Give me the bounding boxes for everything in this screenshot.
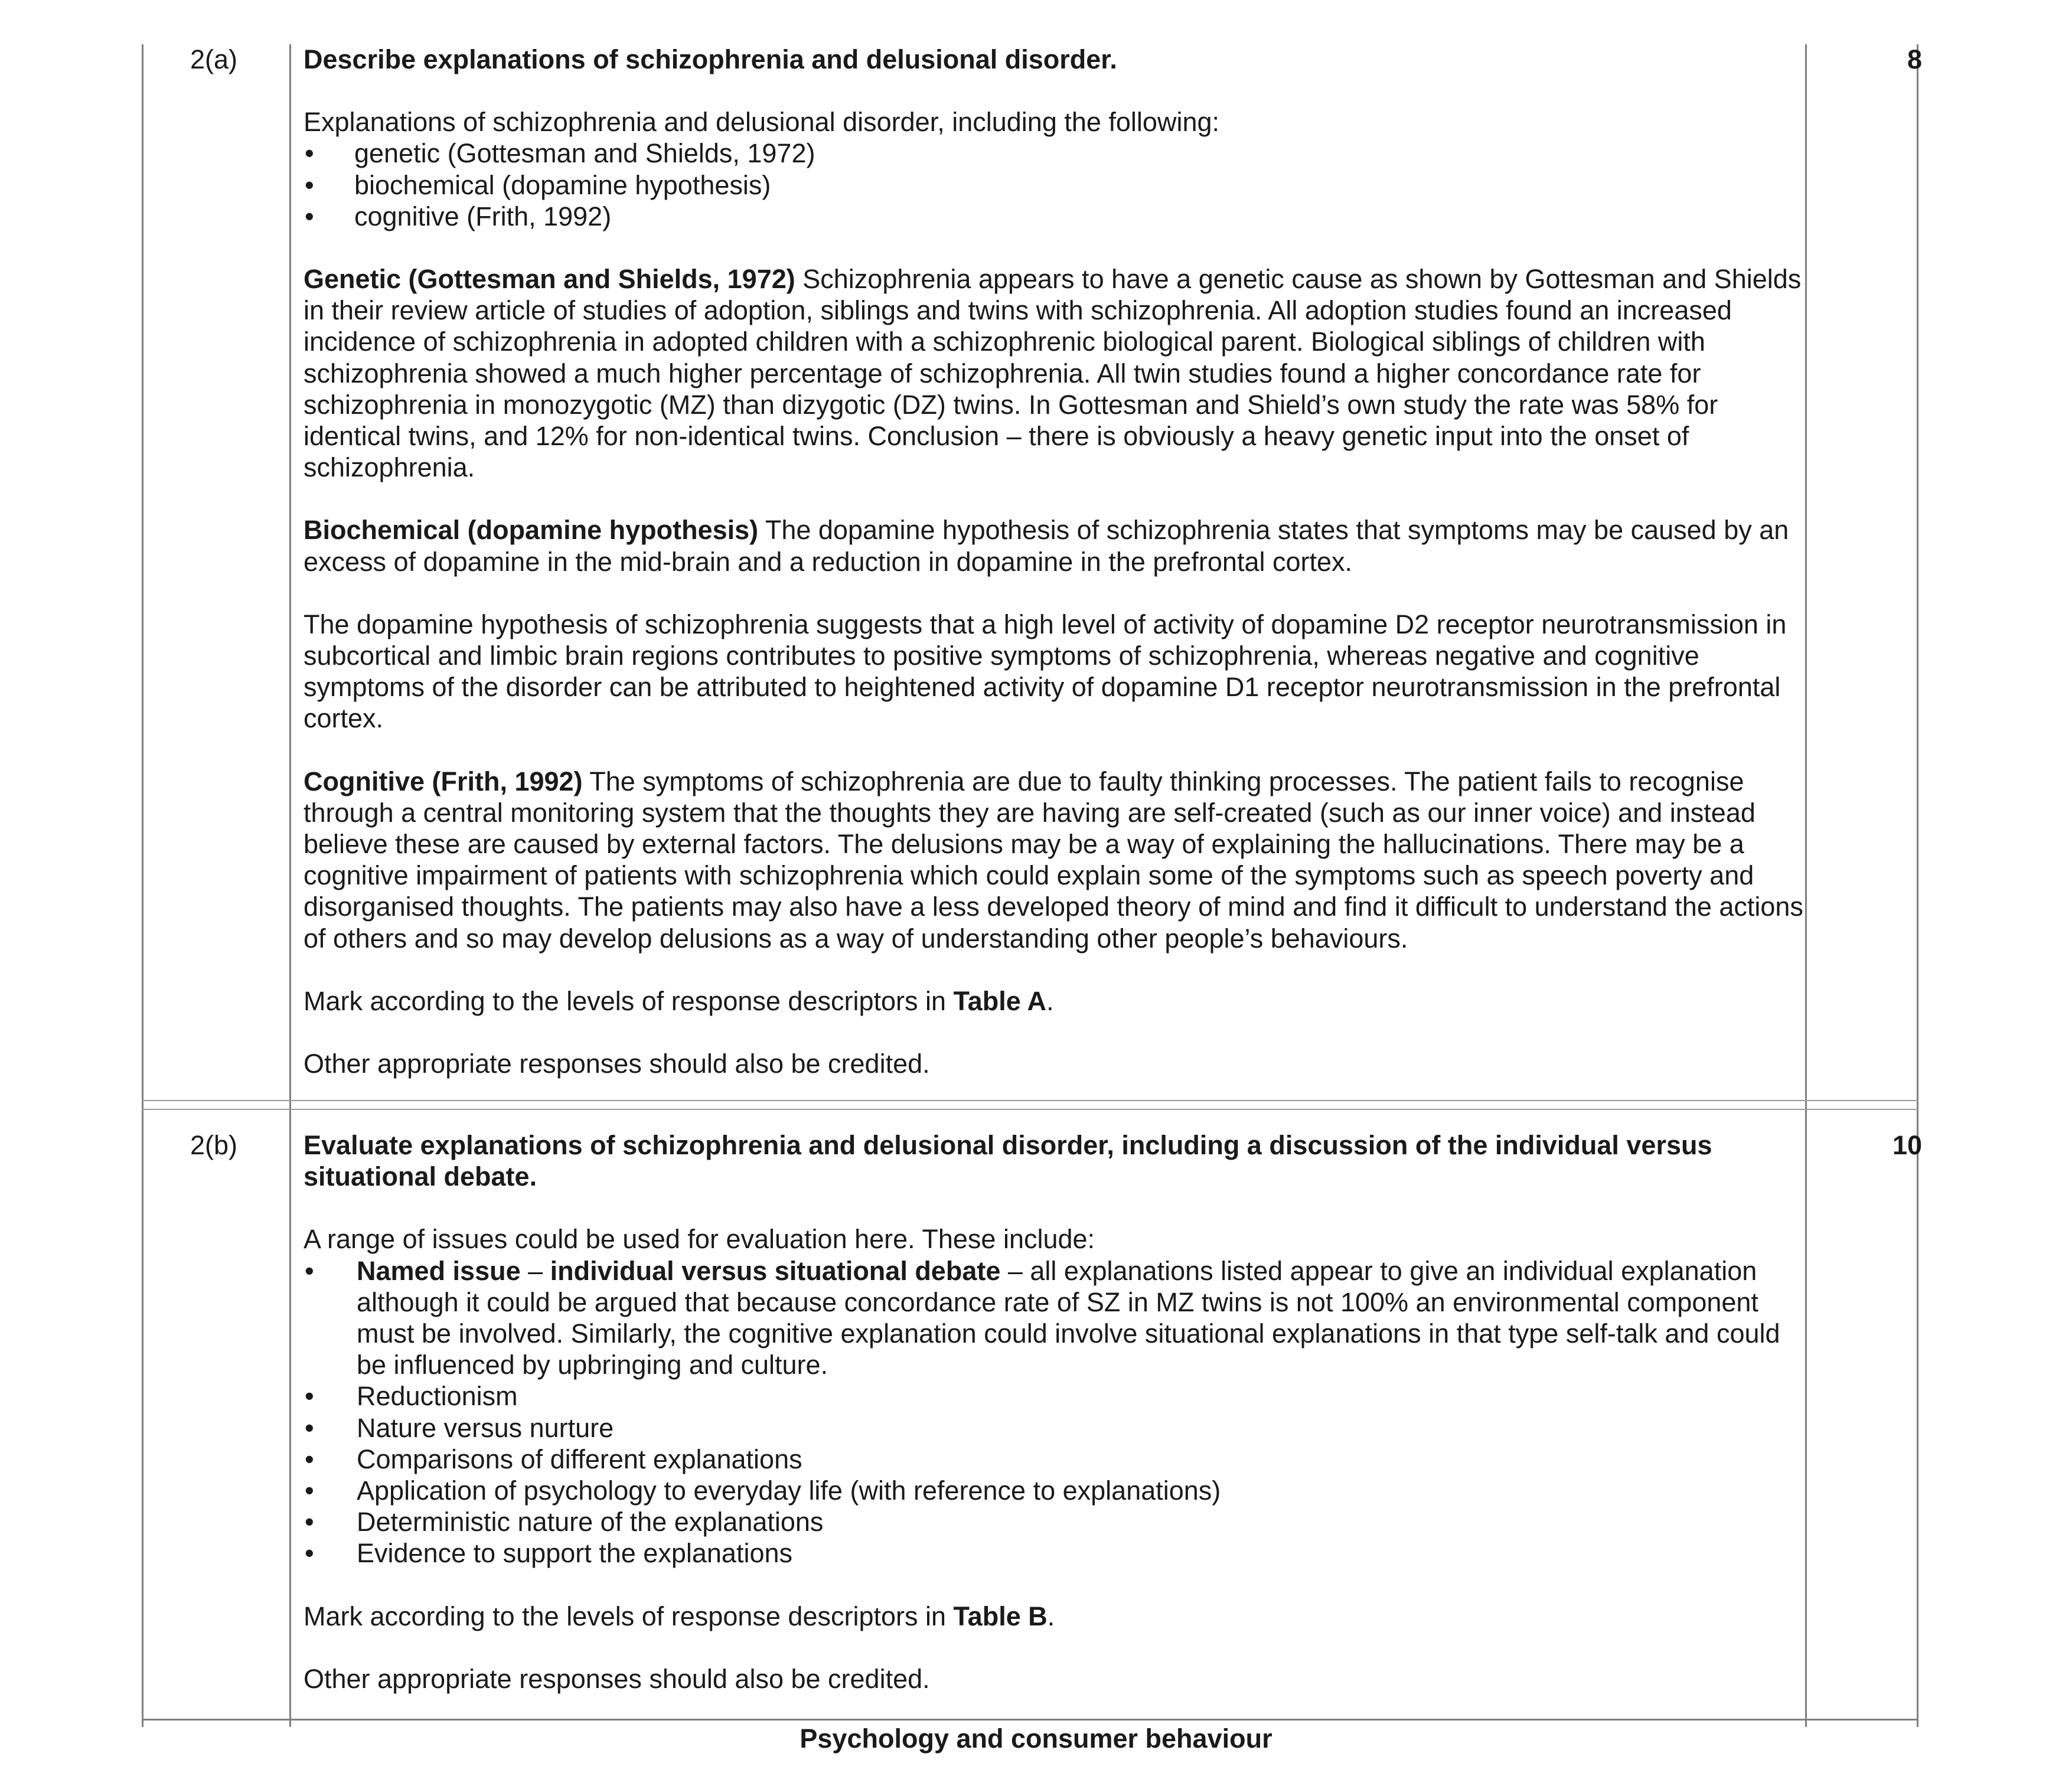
bullet-icon: • (305, 1255, 314, 1286)
genetic-paragraph (304, 263, 1803, 483)
table-right-border (1917, 44, 1918, 1727)
answer-cell-2a (304, 44, 1803, 1079)
list-item: • Nature versus nurture (305, 1412, 614, 1443)
list-item: • biochemical (dopamine hypothesis) (305, 169, 771, 200)
genetic-text: Schizophrenia appears to have a genetic cause as shown by Gottesman and Shields in their review article of studies of adoption, siblings and twins with schizophrenia. All adoption studies found an increased incidence of schizophrenia in adopted children with a schizophrenic biological parent. Biological siblings of children with schizophrenia showed a much higher percentage of schizophrenia. All twin studies found a higher concordance rate for schizophrenia in monozygotic (MZ) than dizygotic (DZ) twins. In Gottesman and Shield’s own study the rate was 58% for identical twins, and 12% for non-identical twins. Conclusion – there is obviously a heavy genetic input into the onset of schizophrenia. (304, 264, 1802, 483)
marks-2a: 8 (1907, 44, 1922, 74)
other-responses-2b: Other appropriate responses should also be credited. (304, 1663, 930, 1694)
table-reference-b: Table B (953, 1601, 1048, 1631)
cognitive-heading: Cognitive (Frith, 1992) (304, 766, 583, 796)
marks-2b: 10 (1892, 1130, 1922, 1160)
question-number-2b: 2(b) (190, 1130, 238, 1160)
cognitive-paragraph (304, 766, 1803, 954)
list-item: • Application of psychology to everyday life (with reference to explanations) (305, 1475, 1221, 1506)
list-item: • Comparisons of different explanations (305, 1444, 802, 1474)
answer-cell-2b (304, 1129, 1803, 1695)
question-text-2b: Evaluate explanations of schizophrenia and delusional disorder, including a discussion of the individual versus situational debate. (304, 1130, 1712, 1192)
bullet-icon: • (305, 138, 314, 169)
section-title: Psychology and consumer behaviour (800, 1723, 1272, 1754)
list-item: • cognitive (Frith, 1992) (305, 201, 612, 231)
biochemical-heading: Biochemical (dopamine hypothesis) (304, 515, 759, 546)
table-column-divider-2 (1805, 44, 1807, 1727)
bullet-list-2a (304, 138, 1803, 232)
question-number-2a: 2(a) (190, 44, 238, 74)
bullet-icon: • (305, 1381, 314, 1412)
mark-instruction-2b: Mark according to the levels of response descriptors in Table B. (304, 1601, 1055, 1631)
row-separator-bottom (142, 1109, 1918, 1110)
bullet-list-2b (304, 1255, 1803, 1569)
biochemical-paragraph (304, 514, 1803, 577)
bullet-icon: • (305, 1444, 314, 1474)
dopamine-paragraph: The dopamine hypothesis of schizophrenia suggests that a high level of activity of dopamine D2 receptor neurotransmission in subcortical and limbic brain regions contributes to positive symptoms of schizophrenia, whereas negative and cognitive symptoms of the disorder can be attributed to heightened activity of dopamine D1 receptor neurotransmission in the prefrontal cortex. (304, 609, 1787, 734)
table-bottom-border (142, 1719, 1918, 1721)
question-text-2a: Describe explanations of schizophrenia and delusional disorder. (304, 44, 1117, 74)
bullet-icon: • (305, 201, 314, 231)
list-item-named-issue: • Named issue – individual versus situational debate – all explanations listed appear to give an individual explanation although it could be argued that because concordance rate of SZ in MZ twins is not 100% an environmental component must be involved. Similarly, the cognitive explanation could involve situational explanations in that type self-talk and could be influenced by upbringing and culture. (305, 1255, 1780, 1380)
mark-instruction-2a: Mark according to the levels of response descriptors in Table A. (304, 985, 1054, 1016)
genetic-heading: Genetic (Gottesman and Shields, 1972) (304, 264, 795, 295)
bullet-icon: • (305, 1412, 314, 1443)
other-responses-2a: Other appropriate responses should also be credited. (304, 1049, 930, 1079)
table-column-divider-1 (289, 44, 291, 1727)
list-item: • Deterministic nature of the explanations (305, 1507, 824, 1537)
bullet-icon: • (305, 1538, 314, 1569)
list-item: • genetic (Gottesman and Shields, 1972) (305, 138, 815, 169)
table-reference-a: Table A (953, 985, 1047, 1016)
table-left-border (142, 44, 143, 1727)
list-item: • Reductionism (305, 1381, 518, 1412)
bullet-icon: • (305, 169, 314, 200)
intro-2b: A range of issues could be used for evaluation here. These include: (304, 1224, 1095, 1255)
intro-2a: Explanations of schizophrenia and delusional disorder, including the following: (304, 107, 1220, 138)
bullet-icon: • (305, 1475, 314, 1506)
biochemical-text: The dopamine hypothesis of schizophrenia states that symptoms may be caused by an excess of dopamine in the mid-brain and a reduction in dopamine in the prefrontal cortex. (304, 515, 1789, 577)
bullet-icon: • (305, 1507, 314, 1537)
list-item: • Evidence to support the explanations (305, 1538, 792, 1569)
row-separator-top (142, 1100, 1918, 1101)
cognitive-text: The symptoms of schizophrenia are due to faulty thinking processes. The patient fails to recognise through a central monitoring system that the thoughts they are having are self-created (such as our inner voice) and instead believe these are caused by external factors. The delusions may be a way of explaining the hallucinations. There may be a cognitive impairment of patients with schizophrenia which could explain some of the symptoms such as speech poverty and disorganised thoughts. The patients may also have a less developed theory of mind and find it difficult to understand the actions of others and so may develop delusions as a way of understanding other people’s behaviours. (304, 766, 1803, 954)
